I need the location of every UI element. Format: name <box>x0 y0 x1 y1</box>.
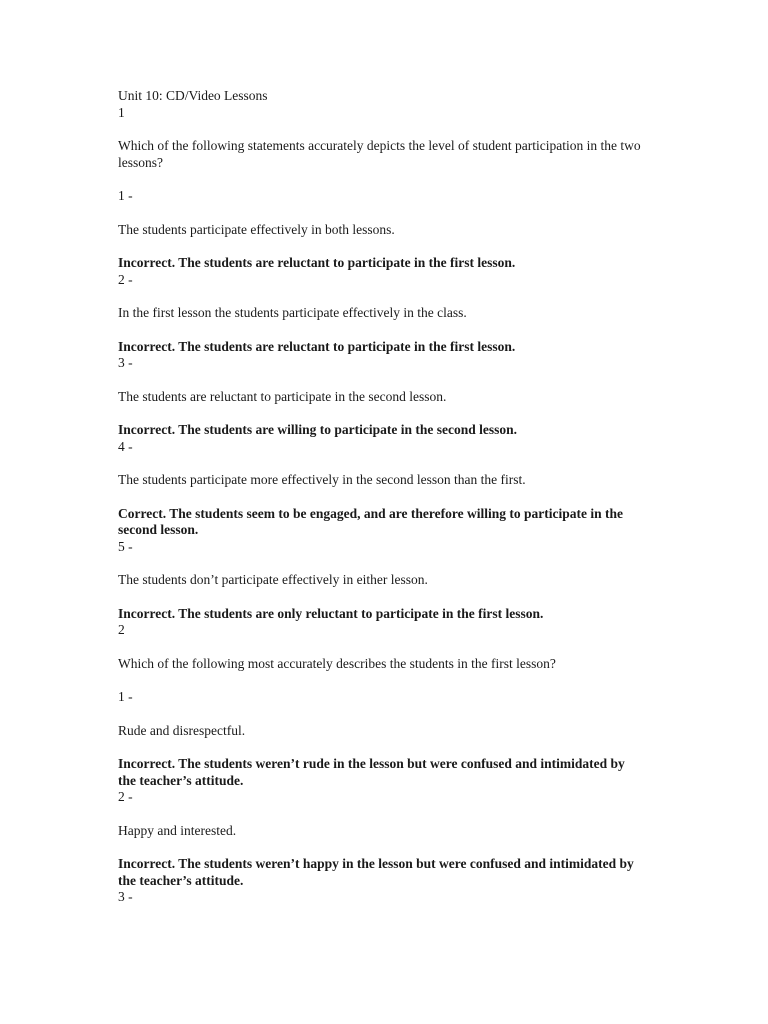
option-text: The students don’t participate effectively in either lesson. <box>118 572 428 587</box>
option-text: The students are reluctant to participate in the second lesson. <box>118 388 447 404</box>
option-label: 2 - <box>118 271 133 287</box>
option-text: The students participate effectively in both lessons. <box>118 221 395 237</box>
option-text: The students participate more effectively in the second lesson than the first. <box>118 472 526 487</box>
question-text: Which of the following statements accurately depicts the level of student participation in the two lessons? <box>118 138 641 170</box>
option-label: 5 - <box>118 538 133 554</box>
option-feedback: Incorrect. The students weren’t rude in the lesson but were confused and intimidated by the teacher’s attitude. <box>118 756 625 788</box>
question-text: Which of the following most accurately describes the students in the first lesson? <box>118 655 556 671</box>
option-text: Happy and interested. <box>118 822 237 838</box>
option-feedback: Incorrect. The students are reluctant to participate in the first lesson. <box>118 255 516 270</box>
option-text: Rude and disrespectful. <box>118 722 246 738</box>
document-page <box>118 88 658 906</box>
option-feedback: Incorrect. The students weren’t happy in the lesson but were confused and intimidated by the teacher’s attitude. <box>118 856 634 888</box>
document-title: Unit 10: CD/Video Lessons <box>118 88 268 103</box>
option-text: In the first lesson the students participate effectively in the class. <box>118 305 467 320</box>
option-label: 4 - <box>118 438 133 454</box>
option-label: 1 - <box>118 689 133 704</box>
option-label: 1 - <box>118 188 133 203</box>
option-label: 3 - <box>118 889 133 904</box>
option-feedback: Incorrect. The students are reluctant to participate in the first lesson. <box>118 338 516 354</box>
question-number: 1 <box>118 104 125 120</box>
option-feedback: Incorrect. The students are only reluctant to participate in the first lesson. <box>118 605 544 621</box>
option-label: 2 - <box>118 789 133 804</box>
question-number: 2 <box>118 622 125 637</box>
option-feedback: Correct. The students seem to be engaged, and are therefore willing to participate in the second lesson. <box>118 505 623 537</box>
option-feedback: Incorrect. The students are willing to participate in the second lesson. <box>118 422 517 437</box>
option-label: 3 - <box>118 355 133 370</box>
